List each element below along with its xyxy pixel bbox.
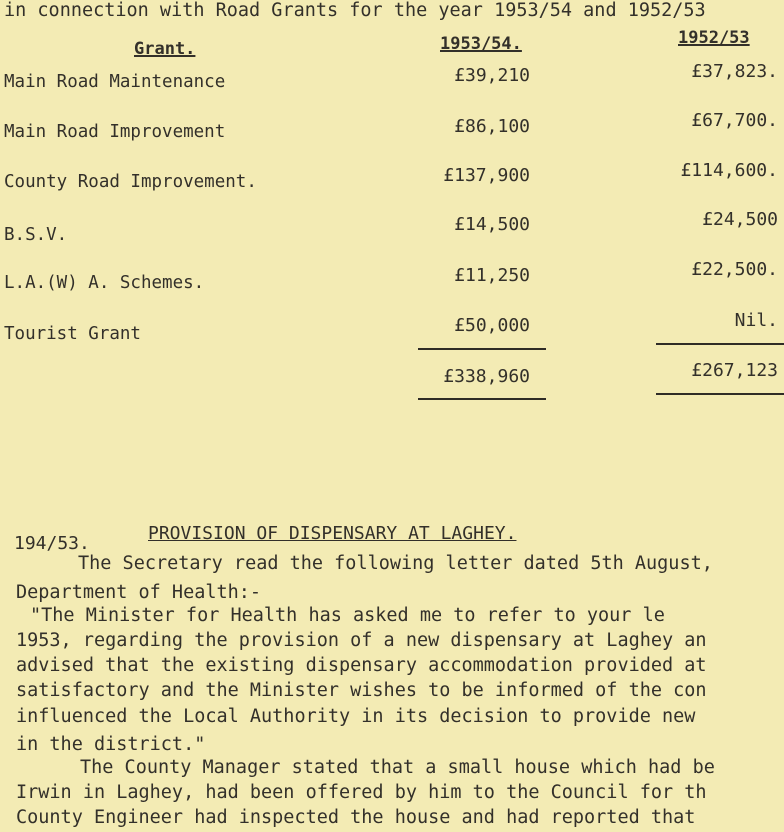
body-line: "The Minister for Health has asked me to refer to your le [30,605,665,626]
total-rule-1952-53 [656,393,784,395]
subtotal-rule-1952-53 [656,343,784,345]
amount-1952-53: Nil. [734,310,778,331]
body-line: The County Manager stated that a small house which had be [80,757,715,778]
body-line: Department of Health:- [16,582,262,603]
amount-1953-54: £11,250 [454,265,530,286]
amount-1953-54: £39,210 [454,65,530,86]
amount-1953-54: £50,000 [454,315,530,336]
year-1952-53-header: 1952/53 [678,28,750,48]
amount-1952-53: £37,823. [691,61,778,82]
body-line: advised that the existing dispensary accommodation provided at [16,655,707,676]
amount-1952-53: £22,500. [691,259,778,280]
amount-1952-53: £24,500 [702,209,778,230]
grant-label: L.A.(W) A. Schemes. [4,273,205,293]
amount-1953-54: £14,500 [454,214,530,235]
amount-1953-54: £86,100 [454,116,530,137]
grant-label: B.S.V. [4,225,68,245]
amount-1952-53: £114,600. [680,160,778,181]
body-line: The Secretary read the following letter dated 5th August, [78,553,713,574]
amount-1953-54: £137,900 [443,165,530,186]
grant-label: Tourist Grant [4,324,141,344]
total-1952-53: £267,123 [691,360,778,381]
body-line: influenced the Local Authority in its decision to provide new [16,706,696,727]
grant-label: County Road Improvement. [4,172,257,192]
grant-label: Main Road Maintenance [4,72,226,92]
body-line: 1953, regarding the provision of a new dispensary at Laghey an [16,630,707,651]
grant-column-header: Grant. [134,39,196,59]
body-line: satisfactory and the Minister wishes to be informed of the con [16,680,707,701]
amount-1952-53: £67,700. [691,110,778,131]
year-1953-54-header: 1953/54. [440,34,522,54]
total-rule-1953-54 [418,398,546,400]
grant-label: Main Road Improvement [4,122,226,142]
body-line: Irwin in Laghey, had been offered by him to the Council for th [16,782,707,803]
subtotal-rule-1953-54 [418,348,546,350]
intro-line: in connection with Road Grants for the year 1953/54 and 1952/53 [4,0,706,21]
minute-title: PROVISION OF DISPENSARY AT LAGHEY. [148,523,517,544]
body-line: County Engineer had inspected the house and had reported that [16,807,696,828]
minute-number: 194/53. [14,533,90,554]
body-line: in the district." [16,734,206,755]
total-1953-54: £338,960 [443,366,530,387]
